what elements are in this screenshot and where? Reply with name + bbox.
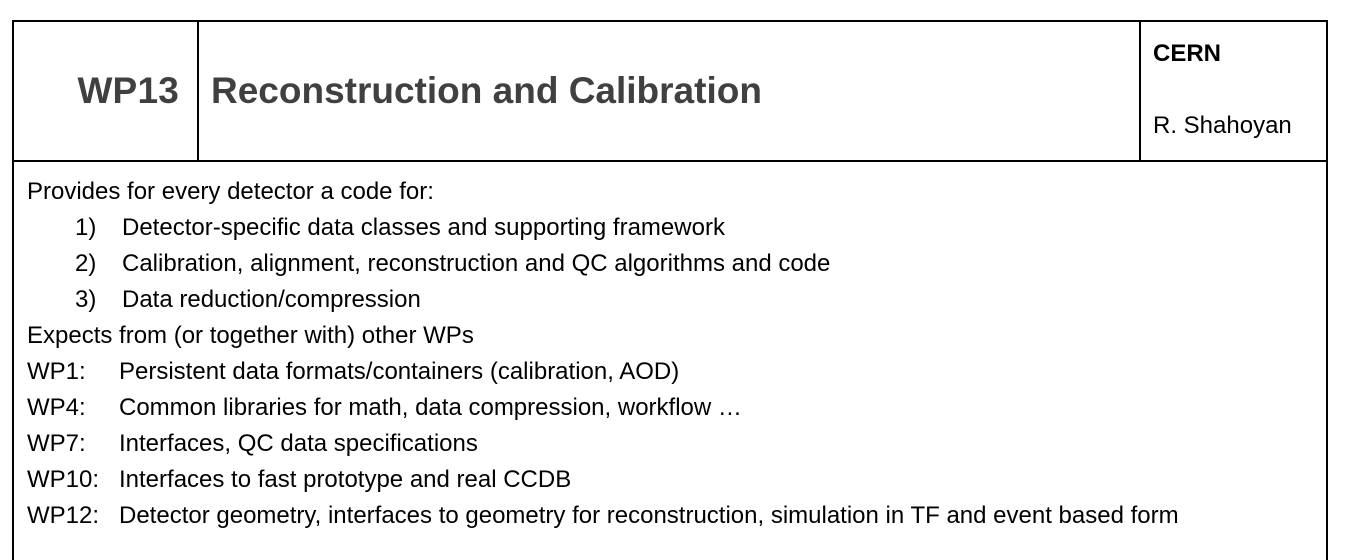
dependency-item [27,426,1317,462]
wp-id-cell [14,22,199,160]
card-header [14,22,1326,162]
dependency-text: Interfaces to fast prototype and real CCDB [119,466,572,493]
provides-item-text: Data reduction/compression [122,286,421,313]
wp-lead: R. Shahoyan [1153,112,1292,139]
dependency-item [27,390,1317,426]
provides-intro: Provides for every detector a code for: [27,178,434,205]
provides-item-text: Detector-specific data classes and supporting framework [122,214,725,241]
dependency-text: Interfaces, QC data specifications [119,430,478,457]
expects-intro: Expects from (or together with) other WPs [27,322,474,349]
work-package-card [12,20,1328,560]
dependency-wp: WP7: [27,430,86,457]
dependency-wp: WP12: [27,502,100,529]
card-body [27,174,1317,534]
provides-item [27,210,1317,246]
dependency-wp: WP4: [27,394,86,421]
dependency-item [27,462,1317,498]
dependency-wp: WP10: [27,466,100,493]
provides-item [27,246,1317,282]
dependency-wp: WP1: [27,358,86,385]
dependency-text: Persistent data formats/containers (calibration, AOD) [119,358,680,385]
wp-title: Reconstruction and Calibration [211,70,762,111]
wp-title-cell [199,22,1141,160]
dependency-text: Detector geometry, interfaces to geometry for reconstruction, simulation in TF and event based form [119,502,1179,529]
provides-item-number: 3) [75,286,97,313]
wp-meta-cell [1141,22,1328,160]
wp-organization: CERN [1153,40,1222,67]
dependency-text: Common libraries for math, data compression, workflow … [119,394,742,421]
dependency-item [27,498,1317,534]
provides-item-number: 2) [75,250,97,277]
dependency-item [27,354,1317,390]
wp-id: WP13 [77,70,179,111]
provides-item [27,282,1317,318]
provides-item-text: Calibration, alignment, reconstruction and QC algorithms and code [122,250,831,277]
provides-item-number: 1) [75,214,97,241]
